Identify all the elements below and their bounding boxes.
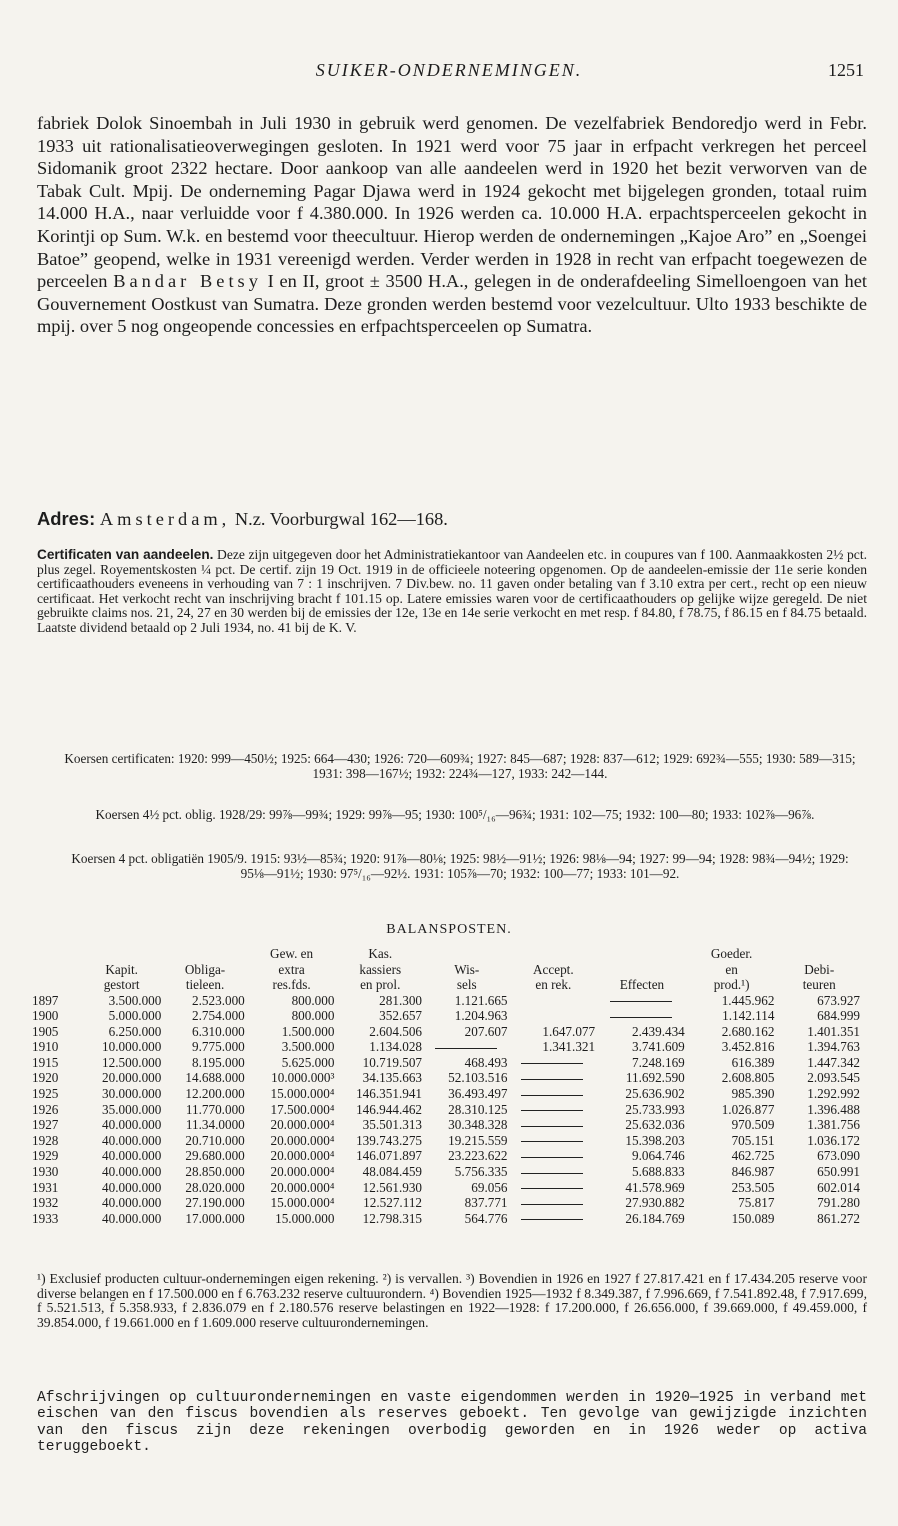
table-cell: 1927 <box>32 1117 59 1133</box>
dash-rule <box>521 1126 583 1127</box>
table-cell: 5.000.000 <box>108 1008 162 1024</box>
table-cell: 2.523.000 <box>192 992 245 1008</box>
table-cell <box>597 1008 687 1024</box>
table-cell: 5.756.335 <box>454 1164 508 1180</box>
table-cell <box>510 1211 598 1227</box>
table-cell: 40.000.000 <box>102 1164 162 1180</box>
table-cell <box>510 1008 598 1024</box>
table-cell: 20.000.000⁴ <box>270 1148 335 1164</box>
table-cell: 5.625.000 <box>281 1054 335 1070</box>
column-header: Accept. en rek. <box>532 961 574 992</box>
table-cell: 468.493 <box>464 1054 508 1070</box>
table-cell: 616.389 <box>731 1054 775 1070</box>
table-cell: 9.775.000 <box>192 1039 245 1055</box>
table-cell: 15.000.000 <box>275 1210 335 1226</box>
table-cell: 15.398.203 <box>625 1132 685 1148</box>
dash-rule <box>521 1173 583 1174</box>
table-cell: 1.647.077 <box>542 1023 596 1039</box>
column-header: Wis- sels <box>454 961 480 992</box>
page-number: 1251 <box>828 60 864 80</box>
dash-rule <box>521 1204 583 1205</box>
table-cell: 1932 <box>32 1195 59 1211</box>
table-cell: 684.999 <box>817 1008 860 1024</box>
table-cell: 705.151 <box>731 1132 775 1148</box>
table-cell: 75.817 <box>738 1195 775 1211</box>
balance-table <box>32 946 862 1226</box>
page-header <box>0 60 898 84</box>
table-cell: 10.719.507 <box>362 1054 423 1070</box>
address-label: Adres: <box>37 508 96 529</box>
certificates-paragraph <box>37 548 867 636</box>
table-cell: 800.000 <box>291 1008 335 1024</box>
table-cell <box>510 1133 598 1149</box>
table-cell: 6.310.000 <box>192 1023 245 1039</box>
table-cell: 52.103.516 <box>448 1070 508 1086</box>
table-cell: 1931 <box>32 1179 59 1195</box>
table-cell: 15.000.000⁴ <box>270 1195 335 1211</box>
table-cell: 12.561.930 <box>362 1179 423 1195</box>
table-cell: 281.300 <box>379 992 423 1008</box>
table-cell: 1.401.351 <box>807 1023 860 1039</box>
table-cell <box>424 1039 510 1055</box>
table-cell: 10.000.000 <box>102 1039 162 1055</box>
table-cell: 12.527.112 <box>363 1195 423 1211</box>
table-cell: 1.500.000 <box>281 1023 335 1039</box>
column-header: Kapit. gestort <box>103 961 140 992</box>
table-cell: 2.604.506 <box>369 1023 423 1039</box>
table-row <box>32 1180 862 1196</box>
table-cell: 9.064.746 <box>632 1148 685 1164</box>
table-cell: 1897 <box>32 992 59 1008</box>
table-cell: 11.34.0000 <box>185 1117 245 1133</box>
table-cell: 1905 <box>32 1023 59 1039</box>
table-cell: 602.014 <box>817 1179 860 1195</box>
table-cell: 30.348.328 <box>448 1117 508 1133</box>
column-header: Debi- teuren <box>802 961 836 992</box>
dash-rule <box>610 1017 672 1018</box>
table-cell: 40.000.000 <box>102 1210 162 1226</box>
table-cell: 36.493.497 <box>448 1086 508 1102</box>
table-cell: 2.093.545 <box>807 1070 860 1086</box>
address-street: N.z. Voorburgwal 162—168. <box>234 509 448 529</box>
table-cell: 1.134.028 <box>369 1039 423 1055</box>
table-cell: 5.688.833 <box>632 1164 685 1180</box>
dash-rule <box>521 1219 583 1220</box>
table-cell: 846.987 <box>731 1164 775 1180</box>
dash-rule <box>521 1079 583 1080</box>
table-cell: 19.215.559 <box>448 1132 508 1148</box>
table-cell: 2.680.162 <box>721 1023 775 1039</box>
table-cell: 2.754.000 <box>192 1008 245 1024</box>
table-cell: 1910 <box>32 1039 59 1055</box>
table-cell <box>510 1164 598 1180</box>
table-cell: 1.292.992 <box>807 1086 860 1102</box>
table-cell: 28.020.000 <box>185 1179 245 1195</box>
table-cell: 1.396.488 <box>807 1101 860 1117</box>
balance-table-body <box>32 993 862 1227</box>
table-cell <box>510 1086 598 1102</box>
table-cell: 27.930.882 <box>625 1195 685 1211</box>
table-cell: 40.000.000 <box>102 1117 162 1133</box>
table-cell: 146.351.941 <box>356 1086 423 1102</box>
table-cell: 861.272 <box>817 1210 860 1226</box>
footnotes: ¹) Exclusief producten cultuur-ondernemingen eigen rekening. ²) is vervallen. ³) Bovendien in 1926 en 1927 f 27.817.421 en f 17.434.205 reserve voor diverse belangen en f 17.500.000 en f 6.763.232 reserve cultuurondern. ⁴) Bovendien 1925—1932 f 8.349.387, f 7.996.669, f 7.541.892.48, f 7.917.699, f 5.521.513, f 5.358.933, f 2.836.079 en f 2.180.576 reserve belastingen en 1922—1928: f 17.200.000, f 26.656.000, f 39.669.000, f 49.459.000, f 39.854.000, f 19.661.000 en f 1.609.000 reserve cultuurondernemingen. <box>37 1271 867 1330</box>
table-cell: 650.991 <box>817 1164 860 1180</box>
table-cell <box>510 1117 598 1133</box>
table-row <box>32 1055 862 1071</box>
table-cell: 40.000.000 <box>102 1179 162 1195</box>
table-cell: 800.000 <box>291 992 335 1008</box>
table-cell: 462.725 <box>731 1148 775 1164</box>
dash-rule <box>521 1110 583 1111</box>
table-cell: 970.509 <box>731 1117 775 1133</box>
dash-rule <box>521 1141 583 1142</box>
table-row <box>32 993 862 1009</box>
dash-rule <box>521 1095 583 1096</box>
table-cell: 30.000.000 <box>102 1086 162 1102</box>
table-cell: 12.200.000 <box>185 1086 245 1102</box>
table-cell: 20.000.000⁴ <box>270 1132 335 1148</box>
table-cell <box>510 1195 598 1211</box>
address-line <box>37 508 867 530</box>
column-header <box>32 946 80 993</box>
intro-text-a: fabriek Dolok Sinoembah in Juli 1930 in gebruik werd genomen. De vezelfabriek Bendoredjo werd in Febr. 1933 uit rationalisatieoverwegingen gesloten. In 1921 werd voor 75 jaar in erfpacht verkregen het perceel Sidomanik groot 2322 hectare. Door aankoop van alle aandeelen werd in 1920 het bezit verworven van de Tabak Cult. Mpij. De onderneming Pagar Djawa werd in 1924 gekocht met bijgelegen gronden, totaal ruim 14.000 H.A., naar verluidde voor f 4.380.000. In 1926 werden ca. 10.000 H.A. erpachtsperceelen gekocht in Korintji op Sum. W.k. en bestemd voor theecultuur. Hierop werden de ondernemingen „Kajoe Aro” en „Soengei Batoe” geopend, welke in 1931 vereenigd werden. Verder werden in 1928 in recht van erfpacht toegewezen de perceelen <box>37 113 867 292</box>
table-row <box>32 1086 862 1102</box>
table-cell: 1.142.114 <box>722 1008 775 1024</box>
column-header: Effecten <box>619 977 665 992</box>
table-cell: 48.084.459 <box>362 1164 423 1180</box>
certificates-text: Deze zijn uitgegeven door het Administratiekantoor van Aandeelen etc. in coupures van f 100. Aanmaakkosten 2½ pct. plus zegel. Royementskosten ¼ pct. De certif. zijn 19 Oct. 1919 in de officieele noteering opgenomen. Op de aandeelen-emissie der 11e serie konden certificaathouders eveneens in verhouding van 7 : 1 inschrijven. 7 Div.bew. no. 11 gaven onder betaling van f 3.10 extra per cert., recht op een nieuw certificaat. Het verkocht recht van inschrijving bracht f 101.15 op. Latere emissies waren voor de certificaathouders op gelijke wijze geregeld. De niet gebruikte claims nos. 21, 24, 27 en 30 werden bij de emissies der 12e, 13e en 14e serie verkocht en met resp. f 84.80, f 78.75, f 86.15 en f 84.75 betaald. Laatste dividend betaald op 2 Juli 1934, no. 41 bij de K. V. <box>37 547 867 635</box>
table-cell <box>597 993 687 1009</box>
table-cell: 40.000.000 <box>102 1132 162 1148</box>
table-cell: 1.026.877 <box>721 1101 775 1117</box>
table-cell: 1.381.756 <box>807 1117 860 1133</box>
table-cell: 1.447.342 <box>807 1054 860 1070</box>
table-cell: 139.743.275 <box>356 1132 423 1148</box>
table-cell: 673.090 <box>817 1148 860 1164</box>
column-header: Gew. en extra res.fds. <box>270 946 314 992</box>
table-cell: 35.000.000 <box>102 1101 162 1117</box>
intro-paragraph <box>37 112 867 338</box>
certificates-label: Certificaten van aandeelen. <box>37 547 214 562</box>
table-cell: 3.500.000 <box>108 992 162 1008</box>
table-cell <box>510 1070 598 1086</box>
table-cell: 1928 <box>32 1132 59 1148</box>
address-city: Amsterdam, <box>99 509 231 529</box>
table-cell: 23.223.622 <box>448 1148 508 1164</box>
table-row <box>32 1164 862 1180</box>
table-cell: 1.445.962 <box>721 992 775 1008</box>
table-cell: 3.452.816 <box>721 1039 775 1055</box>
table-cell: 1925 <box>32 1086 59 1102</box>
table-cell: 1.036.172 <box>807 1132 860 1148</box>
table-cell <box>510 1055 598 1071</box>
table-row <box>32 1102 862 1118</box>
closing-paragraph: Afschrijvingen op cultuurondernemingen en vaste eigendommen werden in 1920—1925 in verband met eischen van den fiscus bovendien als reserves geboekt. Ten gevolge van gewijzigde inzichten van den fiscus zijn deze rekeningen overbodig geworden en in 1926 weder op activa teruggeboekt. <box>37 1390 867 1456</box>
table-cell: 40.000.000 <box>102 1148 162 1164</box>
column-header: Goeder. en prod.¹) <box>710 946 753 992</box>
table-cell: 837.771 <box>464 1195 508 1211</box>
table-cell: 6.250.000 <box>108 1023 162 1039</box>
table-cell: 1926 <box>32 1101 59 1117</box>
dash-rule <box>521 1188 583 1189</box>
table-cell: 25.733.993 <box>625 1101 685 1117</box>
table-cell: 2.439.434 <box>632 1023 685 1039</box>
table-cell: 20.710.000 <box>185 1132 245 1148</box>
table-cell: 17.500.000⁴ <box>270 1101 335 1117</box>
column-header: Kas. kassiers en prol. <box>359 946 402 992</box>
intro-text-b: I en II, groot ± 3500 H.A., gelegen in de onderafdeeling Simelloengoen van het Gouvernement Oostkust van Sumatra. Deze gronden werden bestemd voor vezelcultuur. Ulto 1933 beschikte de mpij. over 5 nog ongeopende concessies en erfpachtsperceelen op Sumatra. <box>37 271 867 337</box>
table-cell: 40.000.000 <box>102 1195 162 1211</box>
table-cell: 11.770.000 <box>185 1101 245 1117</box>
quotes-bonds-45: Koersen 4½ pct. oblig. 1928/29: 99⅞—99¾; 1929: 99⅞—95; 1930: 100⁵/₁₆—96¾; 1931: 102—75; 1932: 100—80; 1933: 102⅞—96⅞. <box>95 807 815 822</box>
table-cell: 17.000.000 <box>185 1210 245 1226</box>
running-title: SUIKER-ONDERNEMINGEN. <box>315 60 583 80</box>
table-row <box>32 1039 862 1055</box>
table-cell: 29.680.000 <box>185 1148 245 1164</box>
table-cell: 27.190.000 <box>185 1195 245 1211</box>
table-cell: 35.501.313 <box>362 1117 423 1133</box>
table-cell: 1.394.763 <box>807 1039 860 1055</box>
table-row <box>32 1148 862 1164</box>
table-cell: 1.204.963 <box>454 1008 508 1024</box>
table-cell: 1930 <box>32 1164 59 1180</box>
table-cell: 8.195.000 <box>192 1054 245 1070</box>
table-row <box>32 1008 862 1024</box>
table-cell: 11.692.590 <box>625 1070 685 1086</box>
spaced-name: Bandar Betsy <box>113 271 262 292</box>
balance-table-head <box>32 946 862 993</box>
table-row <box>32 1133 862 1149</box>
dash-rule <box>610 1001 672 1002</box>
table-cell: 3.741.609 <box>632 1039 685 1055</box>
table-cell: 28.310.125 <box>448 1101 508 1117</box>
table-cell: 1933 <box>32 1210 59 1226</box>
quotes-certificates: Koersen certificaten: 1920: 999—450½; 1925: 664—430; 1926: 720—609¾; 1927: 845—687; 1928: 837—612; 1929: 692¾—555; 1930: 589—315; 1931: 398—167½; 1932: 224¾—127, 1933: 242—144. <box>64 751 856 781</box>
table-cell <box>510 993 598 1009</box>
table-cell: 673.927 <box>817 992 860 1008</box>
table-cell: 34.135.663 <box>362 1070 423 1086</box>
table-cell: 12.500.000 <box>102 1054 162 1070</box>
quotes-bonds-4: Koersen 4 pct. obligatiën 1905/9. 1915: 93½—85¾; 1920: 91⅞—80⅛; 1925: 98½—91½; 1926: 98⅛—94; 1927: 99—94; 1928: 98¾—94½; 1929: 95⅛—91½; 1930: 97⁵/₁₆—92½. 1931: 105⅞—70; 1932: 100—77; 1933: 101—92. <box>71 851 849 881</box>
dash-rule <box>521 1063 583 1064</box>
table-cell: 1920 <box>32 1070 59 1086</box>
table-cell: 253.505 <box>731 1179 775 1195</box>
balance-title: BALANSPOSTEN. <box>386 922 512 937</box>
table-cell: 985.390 <box>731 1086 775 1102</box>
column-header: Obliga- tieleen. <box>184 961 226 992</box>
table-cell: 10.000.000³ <box>271 1070 335 1086</box>
table-cell: 1929 <box>32 1148 59 1164</box>
table-cell <box>510 1102 598 1118</box>
table-cell: 1900 <box>32 1008 59 1024</box>
dash-rule <box>521 1157 583 1158</box>
table-cell: 12.798.315 <box>362 1210 423 1226</box>
table-cell: 20.000.000⁴ <box>270 1179 335 1195</box>
table-cell: 791.280 <box>817 1195 860 1211</box>
table-cell: 20.000.000⁴ <box>270 1164 335 1180</box>
table-cell: 564.776 <box>464 1210 508 1226</box>
table-cell: 20.000.000⁴ <box>270 1117 335 1133</box>
table-cell: 25.632.036 <box>625 1117 685 1133</box>
table-cell: 26.184.769 <box>625 1210 685 1226</box>
table-cell: 15.000.000⁴ <box>270 1086 335 1102</box>
table-row <box>32 1117 862 1133</box>
table-cell <box>510 1180 598 1196</box>
table-cell: 1.341.321 <box>542 1039 596 1055</box>
table-row <box>32 1070 862 1086</box>
dash-rule <box>435 1048 497 1049</box>
table-cell: 2.608.805 <box>721 1070 775 1086</box>
table-cell: 146.944.462 <box>356 1101 423 1117</box>
table-cell: 7.248.169 <box>632 1054 685 1070</box>
table-cell: 352.657 <box>379 1008 423 1024</box>
table-row <box>32 1211 862 1227</box>
table-cell: 69.056 <box>471 1179 508 1195</box>
table-row <box>32 1195 862 1211</box>
table-cell: 25.636.902 <box>625 1086 685 1102</box>
table-cell: 146.071.897 <box>356 1148 423 1164</box>
table-cell: 20.000.000 <box>102 1070 162 1086</box>
table-cell: 14.688.000 <box>185 1070 245 1086</box>
table-cell: 150.089 <box>731 1210 775 1226</box>
table-cell: 1915 <box>32 1054 59 1070</box>
table-cell: 1.121.665 <box>454 992 508 1008</box>
table-cell: 207.607 <box>464 1023 508 1039</box>
table-cell: 3.500.000 <box>281 1039 335 1055</box>
table-cell <box>510 1148 598 1164</box>
table-row <box>32 1024 862 1040</box>
table-cell: 41.578.969 <box>625 1179 685 1195</box>
table-cell: 28.850.000 <box>185 1164 245 1180</box>
